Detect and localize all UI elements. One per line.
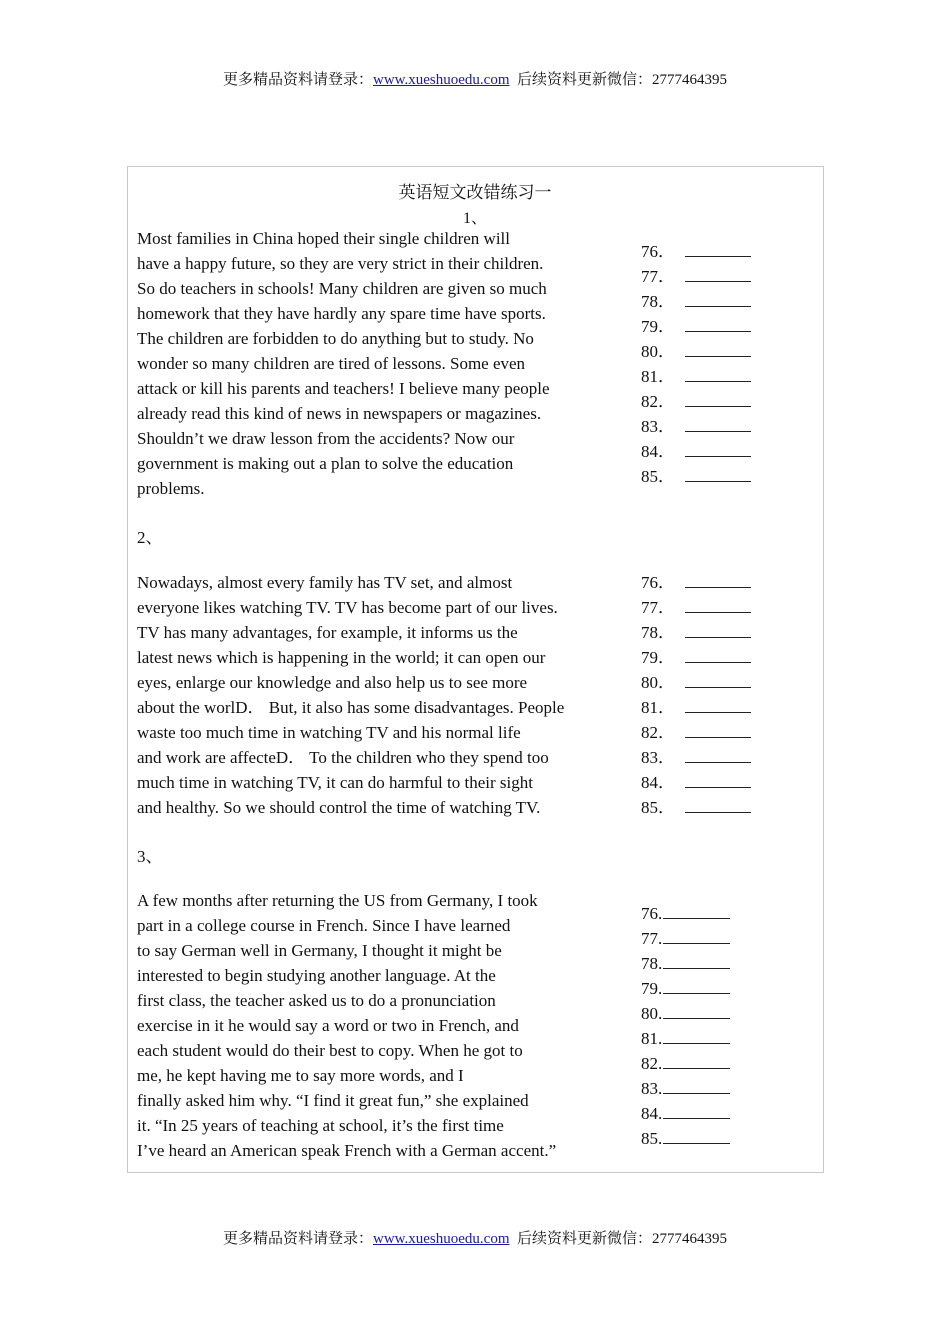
passage-line: Nowadays, almost every family has TV set, and almost (137, 573, 513, 592)
answer-blank[interactable] (685, 570, 751, 588)
passage-line: part in a college course in French. Since I have learned (137, 916, 511, 935)
answer-item: 82． (641, 720, 771, 745)
answer-blank[interactable] (663, 1026, 730, 1044)
answer-blank[interactable] (685, 464, 751, 482)
passage-line: government is making out a plan to solve the education (137, 454, 514, 473)
page-footer (0, 1227, 950, 1248)
answer-item: 80． (641, 670, 771, 695)
passage-line: me, he kept having me to say more words, and I (137, 1066, 464, 1085)
passage-line: and work are affecteD． To the children who they spend too (137, 748, 549, 767)
passage-line: problems. (137, 479, 205, 498)
footer-site-link[interactable]: www.xueshuoedu.com (372, 1231, 510, 1247)
answer-blank[interactable] (663, 976, 730, 994)
answer-item: 79. (641, 976, 771, 1001)
answer-blank[interactable] (663, 1001, 730, 1019)
answer-item: 85． (641, 795, 771, 820)
answer-list-1 (641, 239, 771, 489)
answer-item: 85． (641, 464, 771, 489)
answer-item: 85. (641, 1126, 771, 1151)
footer-prefix: 更多精品资料请登录： (222, 1231, 373, 1247)
answer-blank[interactable] (685, 414, 751, 432)
passage-line: Shouldn’t we draw lesson from the accidents? Now our (137, 429, 515, 448)
answer-blank[interactable] (685, 264, 751, 282)
passage-line: The children are forbidden to do anything but to study. No (137, 329, 534, 348)
answer-item: 84． (641, 770, 771, 795)
answer-item: 83. (641, 1076, 771, 1101)
header-suffix: 后续资料更新微信：2777464395 (517, 72, 728, 88)
passage-line: first class, the teacher asked us to do a pronunciation (137, 991, 496, 1010)
passage-line: TV has many advantages, for example, it informs us the (137, 623, 518, 642)
answer-blank[interactable] (685, 239, 751, 257)
page-title: 英语短文改错练习一 (398, 183, 552, 202)
passage-line: exercise in it he would say a word or two in French, and (137, 1016, 519, 1035)
passage-line: A few months after returning the US from Germany, I took (137, 891, 538, 910)
answer-item: 76. (641, 901, 771, 926)
passage-line: about the worlD． But, it also has some disadvantages. People (137, 698, 565, 717)
passage-line: it. “In 25 years of teaching at school, it’s the first time (137, 1116, 504, 1135)
passage-line: much time in watching TV, it can do harmful to their sight (137, 773, 533, 792)
passage-line: homework that they have hardly any spare time have sports. (137, 304, 546, 323)
answer-blank[interactable] (663, 1051, 730, 1069)
passage-line: Most families in China hoped their single children will (137, 229, 510, 248)
section-number-2: 2、 (137, 528, 163, 547)
passage-line: latest news which is happening in the world; it can open our (137, 648, 546, 667)
passage-line: wonder so many children are tired of lessons. Some even (137, 354, 526, 373)
answer-blank[interactable] (663, 1126, 730, 1144)
answer-item: 76． (641, 570, 771, 595)
footer-suffix: 后续资料更新微信：2777464395 (517, 1231, 728, 1247)
answer-blank[interactable] (685, 670, 751, 688)
answer-blank[interactable] (663, 1101, 730, 1119)
answer-item: 84． (641, 439, 771, 464)
answer-blank[interactable] (685, 645, 751, 663)
answer-blank[interactable] (685, 364, 751, 382)
answer-blank[interactable] (685, 770, 751, 788)
answer-blank[interactable] (685, 620, 751, 638)
answer-item: 77． (641, 264, 771, 289)
passage-line: I’ve heard an American speak French with a German accent.” (137, 1141, 557, 1160)
passage-line: each student would do their best to copy. When he got to (137, 1041, 523, 1060)
answer-list-3 (641, 901, 771, 1151)
answer-blank[interactable] (685, 389, 751, 407)
answer-blank[interactable] (663, 926, 730, 944)
section-number-3: 3、 (137, 847, 163, 866)
answer-blank[interactable] (663, 951, 730, 969)
passage-2 (137, 570, 632, 820)
answer-blank[interactable] (685, 795, 751, 813)
passage-line: have a happy future, so they are very strict in their children. (137, 254, 544, 273)
answer-blank[interactable] (685, 314, 751, 332)
passage-3 (137, 888, 632, 1163)
answer-blank[interactable] (685, 289, 751, 307)
answer-item: 83． (641, 745, 771, 770)
answer-blank[interactable] (685, 595, 751, 613)
passage-line: finally asked him why. “I find it great fun,” she explained (137, 1091, 529, 1110)
answer-item: 78. (641, 951, 771, 976)
answer-item: 78． (641, 289, 771, 314)
header-prefix: 更多精品资料请登录： (222, 72, 373, 88)
passage-line: and healthy. So we should control the time of watching TV. (137, 798, 541, 817)
answer-item: 78． (641, 620, 771, 645)
passage-line: to say German well in Germany, I thought it might be (137, 941, 502, 960)
passage-line: waste too much time in watching TV and his normal life (137, 723, 521, 742)
passage-line: eyes, enlarge our knowledge and also help us to see more (137, 673, 528, 692)
answer-item: 81． (641, 364, 771, 389)
answer-blank[interactable] (685, 695, 751, 713)
answer-blank[interactable] (685, 720, 751, 738)
passage-line: So do teachers in schools! Many children are given so much (137, 279, 547, 298)
answer-item: 83． (641, 414, 771, 439)
answer-item: 82． (641, 389, 771, 414)
answer-item: 81． (641, 695, 771, 720)
answer-item: 81. (641, 1026, 771, 1051)
answer-item: 77. (641, 926, 771, 951)
passage-line: interested to begin studying another language. At the (137, 966, 496, 985)
answer-blank[interactable] (663, 901, 730, 919)
page-header (0, 68, 950, 89)
passage-line: already read this kind of news in newspapers or magazines. (137, 404, 542, 423)
section-number-1: 1、 (462, 210, 487, 227)
answer-item: 79． (641, 645, 771, 670)
passage-line: attack or kill his parents and teachers! I believe many people (137, 379, 550, 398)
answer-blank[interactable] (685, 439, 751, 457)
answer-item: 80. (641, 1001, 771, 1026)
answer-item: 80． (641, 339, 771, 364)
answer-item: 84. (641, 1101, 771, 1126)
passage-line: everyone likes watching TV. TV has become part of our lives. (137, 598, 558, 617)
answer-blank[interactable] (685, 745, 751, 763)
header-site-link[interactable]: www.xueshuoedu.com (372, 72, 510, 88)
passage-1 (137, 226, 632, 501)
answer-blank[interactable] (663, 1076, 730, 1094)
answer-blank[interactable] (685, 339, 751, 357)
answer-item: 79． (641, 314, 771, 339)
answer-item: 77． (641, 595, 771, 620)
answer-list-2 (641, 570, 771, 820)
answer-item: 82. (641, 1051, 771, 1076)
answer-item: 76． (641, 239, 771, 264)
